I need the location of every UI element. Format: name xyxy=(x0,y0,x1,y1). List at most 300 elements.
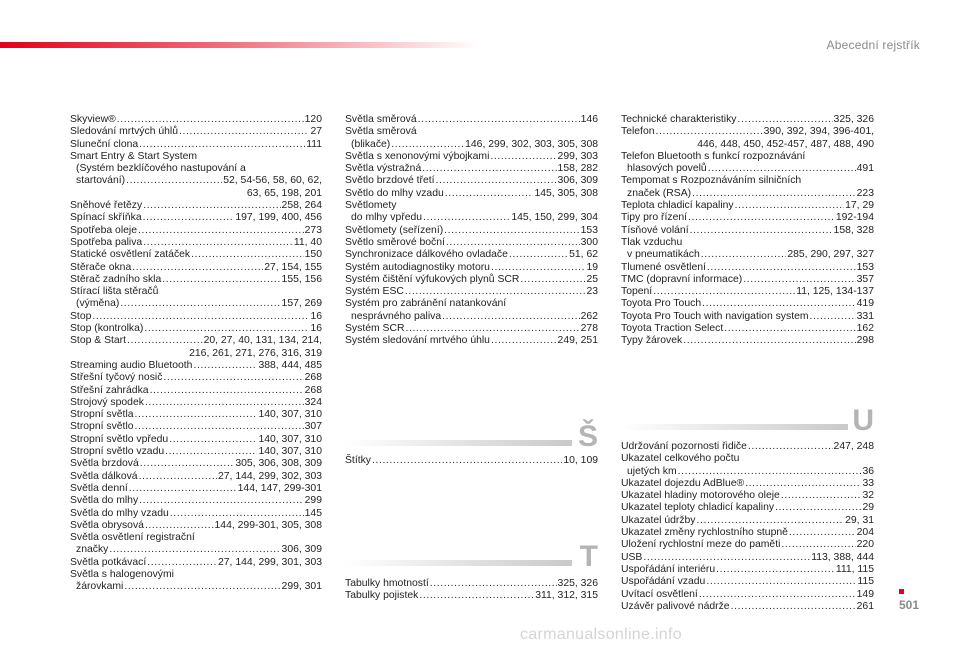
entry-term: Světla do mlhy xyxy=(70,495,139,507)
dot-leader xyxy=(117,114,304,126)
index-entry xyxy=(621,311,874,323)
entry-term: Skyview® xyxy=(70,114,116,125)
entry-term: Systém ESC xyxy=(345,286,404,298)
entry-term: značky xyxy=(76,544,109,556)
entry-term: Ukazatel dojezdu AdBlue® xyxy=(621,477,745,489)
entry-term: v pneumatikách xyxy=(627,249,700,261)
index-entry xyxy=(621,225,874,237)
entry-pages: 268 xyxy=(304,372,322,384)
dot-leader xyxy=(135,409,258,421)
entry-pages: 390, 392, 394, 396-401, xyxy=(763,126,874,138)
entry-term: Stop (kontrolka) xyxy=(70,323,144,335)
entry-pages: 146, 299, 302, 303, 305, 308 xyxy=(465,138,598,150)
index-entry xyxy=(345,237,598,249)
entry-term: Sněhové řetězy xyxy=(70,200,143,212)
index-entry xyxy=(621,502,874,514)
dot-leader xyxy=(150,385,304,397)
index-entry xyxy=(70,262,322,274)
entry-term: (blikače) xyxy=(351,138,391,150)
entry-pages: 325, 326 xyxy=(557,578,598,589)
entry-pages: 52, 54-56, 58, 60, 62, xyxy=(223,175,322,187)
entry-term: Toyota Traction Select xyxy=(621,323,724,335)
entry-term: Tísňové volání xyxy=(621,224,689,236)
entry-pages: 197, 199, 400, 456 xyxy=(235,212,322,224)
entry-term: hlasových povelů xyxy=(627,163,707,175)
dot-leader xyxy=(391,139,464,151)
entry-term: Strojový spodek xyxy=(70,396,144,408)
index-column-2 xyxy=(345,114,598,348)
dot-leader xyxy=(419,590,534,602)
dot-leader xyxy=(735,200,844,212)
dot-leader xyxy=(124,581,280,593)
dot-leader xyxy=(702,298,856,310)
entry-term: Telefon xyxy=(621,126,655,138)
entry-term: Světlomety (seřízení) xyxy=(345,224,444,236)
entry-pages: 51, 62 xyxy=(569,249,598,261)
index-entry xyxy=(621,478,874,490)
dot-leader xyxy=(143,237,293,249)
index-heading: Světla osvětlení registrační xyxy=(70,532,195,544)
dot-leader xyxy=(697,515,845,527)
entry-term: startování) xyxy=(76,175,126,187)
entry-term: Systém autodiagnostiky motoru xyxy=(345,261,490,273)
index-heading: Světlomety xyxy=(345,200,397,212)
entry-term: do mlhy vpředu xyxy=(351,212,423,224)
dot-leader xyxy=(140,458,235,470)
index-entry xyxy=(621,323,874,335)
entry-pages: 298 xyxy=(856,335,874,347)
entry-pages: 150 xyxy=(304,249,322,261)
entry-pages: 299 xyxy=(304,495,322,507)
entry-pages: 11, 40 xyxy=(293,236,322,248)
entry-pages: 157, 269 xyxy=(281,298,322,310)
index-entry xyxy=(345,274,598,286)
entry-term: Stropní světlo xyxy=(70,421,134,433)
entry-term: Štítky xyxy=(345,455,371,466)
index-entry xyxy=(621,601,874,613)
entry-term: (výměna) xyxy=(76,298,120,310)
index-entry xyxy=(621,564,874,576)
index-heading: Tempomat s Rozpoznáváním silničních xyxy=(621,175,802,187)
index-entry xyxy=(70,397,322,409)
watermark-text: carmanualsonline.info xyxy=(520,626,682,643)
index-entry xyxy=(621,126,874,138)
entry-pages: 299, 303 xyxy=(557,150,598,162)
entry-term: Systém sledování mrtvého úhlu xyxy=(345,335,490,347)
index-continuation: 63, 65, 198, 201 xyxy=(246,187,322,199)
entry-term: Stop & Start xyxy=(70,335,127,347)
dot-leader xyxy=(491,335,557,347)
index-entry xyxy=(345,212,598,224)
index-entry xyxy=(621,249,874,261)
dot-leader xyxy=(423,212,510,224)
entry-pages: 113, 388, 444 xyxy=(811,551,874,563)
index-entry xyxy=(621,527,874,539)
index-entry xyxy=(621,576,874,588)
entry-pages: 16 xyxy=(310,323,322,335)
index-entry xyxy=(70,249,322,261)
page-number: 501 xyxy=(899,598,920,612)
dot-leader xyxy=(748,441,833,453)
dot-leader xyxy=(678,466,862,478)
index-entry xyxy=(70,126,322,138)
index-entry xyxy=(70,421,322,433)
dot-leader xyxy=(170,508,304,520)
entry-term: Statické osvětlení zatáček xyxy=(70,249,191,261)
dot-leader xyxy=(127,335,203,347)
index-entry xyxy=(70,557,322,569)
dot-leader xyxy=(683,335,855,347)
dot-leader xyxy=(143,212,235,224)
dot-leader xyxy=(738,114,833,126)
index-entry xyxy=(345,455,598,467)
dot-leader xyxy=(430,578,557,590)
index-heading: (Systém bezklíčového nastupování a xyxy=(76,163,246,175)
dot-leader xyxy=(810,311,856,323)
index-entry xyxy=(70,274,322,286)
index-entry xyxy=(70,237,322,249)
entry-pages: 32 xyxy=(862,490,874,502)
section-heading-bar xyxy=(345,440,572,446)
dot-leader xyxy=(109,544,280,556)
index-heading: Systém pro zabránění natankování xyxy=(345,298,507,310)
index-heading: Ukazatel celkového počtu xyxy=(621,453,740,465)
entry-pages: 324 xyxy=(304,396,322,408)
index-entry xyxy=(621,515,874,527)
entry-term: Streaming audio Bluetooth xyxy=(70,359,193,371)
entry-pages: 261 xyxy=(856,600,874,612)
entry-term: Ukazatel teploty chladicí kapaliny xyxy=(621,502,775,514)
entry-term: Uspořádání interiéru xyxy=(621,563,716,575)
dot-leader xyxy=(706,576,856,588)
dot-leader xyxy=(418,114,580,126)
entry-pages: 17, 29 xyxy=(845,200,874,212)
index-entry xyxy=(345,590,598,602)
entry-term: Typy žárovek xyxy=(621,335,683,347)
page-header-title: Abecední rejstřík xyxy=(826,38,920,52)
entry-term: Ukazatel údržby xyxy=(621,514,696,526)
index-entry xyxy=(621,539,874,551)
entry-term: Světlo do mlhy vzadu xyxy=(345,187,444,199)
footer-accent-square xyxy=(899,589,904,594)
entry-pages: 331 xyxy=(856,310,874,322)
entry-pages: 120 xyxy=(304,114,322,125)
dot-leader xyxy=(405,323,579,335)
entry-pages: 158, 282 xyxy=(557,163,598,175)
entry-term: Světla do mlhy vzadu xyxy=(70,507,169,519)
dot-leader xyxy=(147,557,217,569)
entry-pages: 204 xyxy=(856,527,874,539)
entry-pages: 307 xyxy=(304,421,322,433)
dot-leader xyxy=(162,274,280,286)
index-entry xyxy=(345,175,598,187)
entry-term: Uzávěr palivové nádrže xyxy=(621,600,730,612)
entry-term: Technické charakteristiky xyxy=(621,114,737,125)
dot-leader xyxy=(509,249,568,261)
dot-leader xyxy=(724,323,855,335)
entry-pages: 153 xyxy=(856,261,874,273)
index-continuation: 446, 448, 450, 452-457, 487, 488, 490 xyxy=(697,138,874,150)
index-entry xyxy=(345,151,598,163)
index-section-u xyxy=(621,441,874,613)
entry-pages: 325, 326 xyxy=(833,114,874,125)
entry-pages: 158, 328 xyxy=(833,224,874,236)
entry-term: Toyota Pro Touch xyxy=(621,298,702,310)
index-entry xyxy=(621,163,874,175)
dot-leader xyxy=(701,249,787,261)
dot-leader xyxy=(436,175,557,187)
dot-leader xyxy=(745,478,861,490)
index-entry xyxy=(70,335,322,347)
entry-term: Uspořádání vzadu xyxy=(621,576,706,588)
index-entry xyxy=(621,466,874,478)
index-entry xyxy=(70,508,322,520)
index-entry xyxy=(70,175,322,187)
entry-term: Toyota Pro Touch with navigation system xyxy=(621,310,809,322)
index-entry xyxy=(621,490,874,502)
index-entry xyxy=(621,212,874,224)
dot-leader xyxy=(126,175,222,187)
dot-leader xyxy=(405,286,586,298)
dot-leader xyxy=(446,237,580,249)
index-heading: Světla směrová xyxy=(345,126,417,138)
entry-pages: 140, 307, 310 xyxy=(258,446,322,458)
dot-leader xyxy=(92,311,309,323)
index-entry xyxy=(621,262,874,274)
index-entry xyxy=(621,441,874,453)
index-entry xyxy=(621,274,874,286)
index-entry xyxy=(70,544,322,556)
header-accent-bar xyxy=(0,42,480,48)
dot-leader xyxy=(781,539,855,551)
entry-pages: 29, 31 xyxy=(845,514,874,526)
index-entry xyxy=(70,298,322,310)
entry-term: Sluneční clona xyxy=(70,138,139,150)
index-entry xyxy=(70,212,322,224)
dot-leader xyxy=(372,455,562,467)
index-entry xyxy=(70,225,322,237)
index-entry xyxy=(345,323,598,335)
index-entry xyxy=(70,323,322,335)
index-entry xyxy=(345,163,598,175)
dot-leader xyxy=(643,552,810,564)
index-entry xyxy=(70,483,322,495)
entry-term: Světlo směrové boční xyxy=(345,236,445,248)
index-section-t xyxy=(345,578,598,603)
index-entry xyxy=(621,188,874,200)
index-entry xyxy=(345,335,598,347)
entry-pages: 33 xyxy=(862,477,874,489)
index-entry xyxy=(70,311,322,323)
entry-pages: 29 xyxy=(862,502,874,514)
index-entry xyxy=(345,114,598,126)
entry-term: USB xyxy=(621,551,643,563)
entry-term: Stropní světlo vpředu xyxy=(70,433,169,445)
index-entry xyxy=(70,471,322,483)
entry-pages: 285, 290, 297, 327 xyxy=(787,249,874,261)
entry-pages: 140, 307, 310 xyxy=(258,433,322,445)
index-entry xyxy=(345,262,598,274)
dot-leader xyxy=(775,502,861,514)
dot-leader xyxy=(716,564,835,576)
entry-term: Světlo brzdové třetí xyxy=(345,175,435,187)
index-entry xyxy=(345,249,598,261)
entry-pages: 111 xyxy=(306,138,322,150)
entry-term: Střešní zahrádka xyxy=(70,384,149,396)
dot-leader xyxy=(120,298,280,310)
index-entry xyxy=(345,139,598,151)
entry-term: ujetých km xyxy=(627,465,677,477)
index-entry xyxy=(70,409,322,421)
dot-leader xyxy=(144,323,309,335)
index-entry xyxy=(621,589,874,601)
entry-term: Stěrač zadního skla xyxy=(70,273,162,285)
entry-pages: 311, 312, 315 xyxy=(535,590,598,602)
entry-term: Světla s xenonovými výbojkami xyxy=(345,150,490,162)
dot-leader xyxy=(145,520,214,532)
entry-pages: 192-194 xyxy=(835,212,874,224)
entry-pages: 491 xyxy=(856,163,874,175)
index-entry xyxy=(70,200,322,212)
index-entry xyxy=(345,225,598,237)
index-entry xyxy=(70,458,322,470)
entry-term: Světla denní xyxy=(70,482,128,494)
dot-leader xyxy=(191,249,304,261)
entry-term: Tabulky pojistek xyxy=(345,590,419,602)
entry-pages: 220 xyxy=(856,539,874,551)
section-heading-bar xyxy=(621,424,848,430)
entry-pages: 268 xyxy=(304,384,322,396)
dot-leader xyxy=(139,139,305,151)
entry-term: Uvítací osvětlení xyxy=(621,588,698,600)
entry-term: Sledování mrtvých úhlů xyxy=(70,126,179,138)
entry-term: Světla potkávací xyxy=(70,556,147,568)
index-entry xyxy=(70,114,322,126)
dot-leader xyxy=(179,126,309,138)
dot-leader xyxy=(653,286,795,298)
entry-pages: 27, 144, 299, 301, 303 xyxy=(218,556,322,568)
entry-pages: 11, 125, 134-137 xyxy=(796,286,874,298)
entry-pages: 247, 248 xyxy=(833,441,874,452)
entry-pages: 149 xyxy=(856,588,874,600)
entry-term: Tlumené osvětlení xyxy=(621,261,706,273)
entry-pages: 299, 301 xyxy=(281,581,322,593)
entry-term: Systém SCR xyxy=(345,323,405,335)
entry-pages: 146 xyxy=(580,114,598,125)
dot-leader xyxy=(743,274,855,286)
dot-leader xyxy=(145,397,304,409)
index-heading: Stírací lišta stěračů xyxy=(70,286,159,298)
index-column-3 xyxy=(621,114,874,348)
dot-leader xyxy=(139,471,217,483)
index-entry xyxy=(70,139,322,151)
dot-leader xyxy=(491,262,585,274)
entry-term: Světla výstražná xyxy=(345,163,422,175)
entry-term: Ukazatel hladiny motorového oleje xyxy=(621,490,780,502)
entry-term: Světla obrysová xyxy=(70,519,144,531)
entry-pages: 278 xyxy=(580,323,598,335)
entry-term: Spínací skříňka xyxy=(70,212,142,224)
entry-pages: 258, 264 xyxy=(281,200,322,212)
entry-pages: 27, 154, 155 xyxy=(264,261,322,273)
index-continuation: 216, 261, 271, 276, 316, 319 xyxy=(189,347,322,359)
index-entry xyxy=(70,434,322,446)
entry-pages: 273 xyxy=(304,224,322,236)
index-section-s-caron xyxy=(345,455,598,467)
dot-leader xyxy=(445,188,534,200)
entry-term: TMC (dopravní informace) xyxy=(621,273,743,285)
section-heading-u xyxy=(621,392,874,436)
section-heading-s-caron xyxy=(345,408,598,452)
entry-pages: 20, 27, 40, 131, 134, 214, xyxy=(203,335,322,347)
entry-term: Spotřeba oleje xyxy=(70,224,138,236)
dot-leader xyxy=(442,311,580,323)
index-entry xyxy=(621,335,874,347)
entry-pages: 140, 307, 310 xyxy=(258,409,322,421)
index-entry xyxy=(345,188,598,200)
index-entry xyxy=(70,446,322,458)
entry-pages: 419 xyxy=(856,298,874,310)
entry-pages: 153 xyxy=(580,224,598,236)
index-entry xyxy=(345,578,598,590)
entry-term: Tabulky hmotností xyxy=(345,578,429,589)
index-entry xyxy=(70,385,322,397)
dot-leader xyxy=(135,421,304,433)
index-heading: Světla s halogenovými xyxy=(70,568,174,580)
entry-pages: 162 xyxy=(856,323,874,335)
entry-pages: 27 xyxy=(310,126,322,138)
dot-leader xyxy=(490,151,556,163)
index-entry xyxy=(621,298,874,310)
entry-pages: 25 xyxy=(586,273,598,285)
index-entry xyxy=(621,286,874,298)
entry-term: Světla směrová xyxy=(345,114,417,125)
dot-leader xyxy=(520,274,585,286)
entry-pages: 111, 115 xyxy=(835,563,874,575)
entry-term: Teplota chladicí kapaliny xyxy=(621,200,734,212)
dot-leader xyxy=(163,372,303,384)
dot-leader xyxy=(781,490,862,502)
dot-leader xyxy=(444,225,579,237)
section-letter: Š xyxy=(577,420,598,453)
entry-term: Stropní světla xyxy=(70,409,134,421)
entry-pages: 145 xyxy=(304,507,322,519)
dot-leader xyxy=(143,200,280,212)
section-letter: U xyxy=(852,404,874,437)
entry-pages: 36 xyxy=(862,465,874,477)
entry-pages: 145, 305, 308 xyxy=(534,187,598,199)
index-entry xyxy=(70,520,322,532)
dot-leader xyxy=(129,483,237,495)
index-entry xyxy=(345,286,598,298)
entry-term: Světla dálková xyxy=(70,470,138,482)
entry-term: Spotřeba paliva xyxy=(70,236,143,248)
dot-leader xyxy=(688,212,835,224)
dot-leader xyxy=(692,188,856,200)
index-entry xyxy=(345,311,598,323)
dot-leader xyxy=(708,163,856,175)
entry-pages: 23 xyxy=(586,286,598,298)
entry-pages: 305, 306, 308, 309 xyxy=(235,458,322,470)
entry-term: Stop xyxy=(70,310,92,322)
entry-pages: 300 xyxy=(580,236,598,248)
entry-pages: 144, 147, 299-301 xyxy=(237,482,322,494)
entry-pages: 155, 156 xyxy=(281,273,322,285)
dot-leader xyxy=(165,446,257,458)
index-entry xyxy=(621,200,874,212)
dot-leader xyxy=(690,225,833,237)
entry-pages: 306, 309 xyxy=(281,544,322,556)
